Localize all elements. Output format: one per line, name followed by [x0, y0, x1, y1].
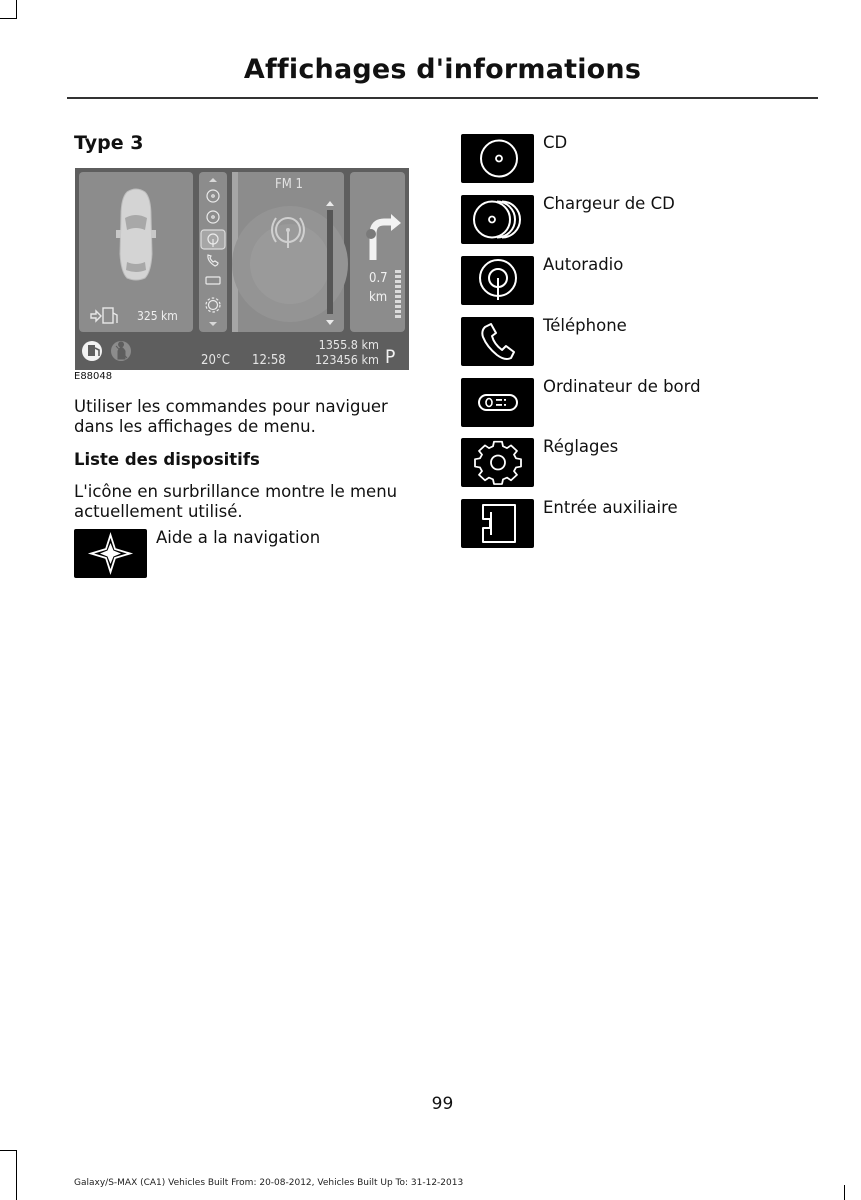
odometer: 123456 km	[315, 352, 379, 367]
gear-indicator: P	[385, 346, 396, 368]
device-label-phone: Téléphone	[543, 316, 627, 335]
image-reference: E88048	[74, 371, 113, 382]
page-title: Affichages d'informations	[243, 54, 642, 85]
fuel-range: 325 km	[137, 309, 178, 323]
trip-distance: 1355.8 km	[318, 337, 379, 352]
settings-icon	[461, 438, 534, 487]
aux-input-icon	[461, 499, 534, 548]
crop-mark	[0, 18, 17, 19]
cluster-display-illustration	[75, 168, 409, 370]
nav-distance-unit: km	[369, 290, 388, 305]
crop-mark	[844, 1185, 845, 1200]
title-divider	[67, 97, 818, 99]
trip-computer-icon	[461, 378, 534, 427]
device-label-cd: CD	[543, 133, 568, 152]
footer-text: Galaxy/S-MAX (CA1) Vehicles Built From: 20-08-2012, Vehicles Built Up To: 31-12-2013	[74, 1178, 464, 1188]
temperature: 20°C	[201, 353, 230, 368]
phone-icon	[461, 317, 534, 366]
highlight-paragraph: L'icône en surbrillance montre le menu actuellement utilisé.	[74, 482, 398, 521]
device-label-radio: Autoradio	[543, 255, 624, 274]
device-label-cd-changer: Chargeur de CD	[543, 194, 675, 213]
crop-mark	[0, 1150, 17, 1151]
navigation-icon	[74, 529, 147, 578]
cd-icon	[461, 134, 534, 183]
clock: 12:58	[252, 353, 286, 368]
device-label-settings: Réglages	[543, 437, 619, 456]
crop-mark	[16, 1150, 17, 1200]
radio-icon	[461, 256, 534, 305]
device-list-heading: Liste des dispositifs	[74, 450, 260, 469]
device-label-trip-computer: Ordinateur de bord	[543, 377, 701, 396]
crop-mark	[16, 0, 17, 18]
device-label-aux-input: Entrée auxiliaire	[543, 498, 678, 517]
cd-changer-icon	[461, 195, 534, 244]
device-label-navigation: Aide a la navigation	[156, 528, 321, 547]
radio-station: FM 1	[275, 177, 303, 192]
section-heading: Type 3	[74, 132, 144, 154]
car-icon	[116, 189, 156, 280]
instruction-paragraph: Utiliser les commandes pour naviguer dans les affichages de menu.	[74, 397, 388, 436]
page-number: 99	[431, 1094, 454, 1114]
nav-distance: 0.7	[369, 271, 388, 286]
